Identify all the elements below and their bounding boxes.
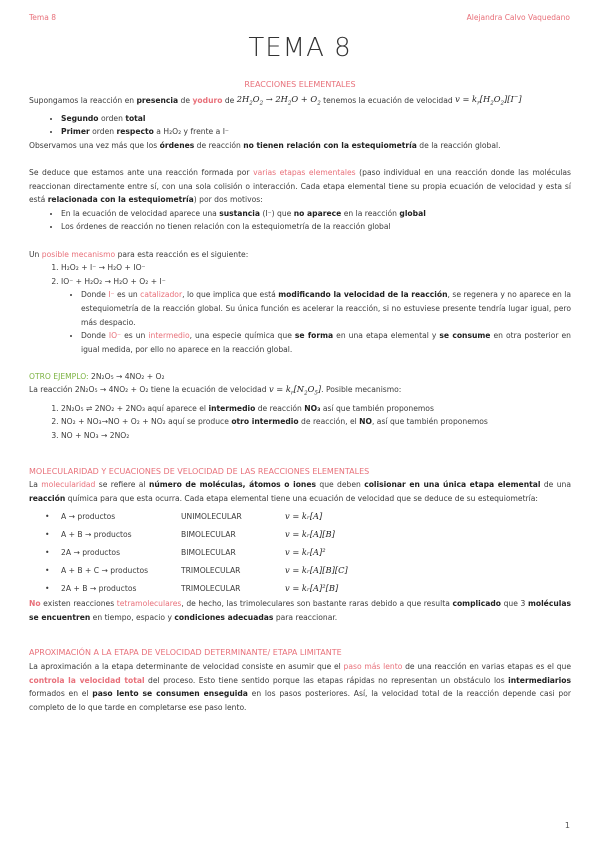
intro-paragraph: Supongamos la reacción en presencia de yoduro de $2H_2O_2 \to 2H_2O + O_2$ tenemos la ecuación de velocidad $v = k_r[H_2O_2][I^-]$ [29, 94, 522, 108]
deduction-paragraph: Se deduce que estamos ante una reacción formada por varias etapas elementales (paso individual en una reacción donde las moléculas reaccionan directamente entre sí, con una sola colisión o interacción. Cada etapa elemental tiene su propia ecuación de velocidad y esta sí está relacionada con la estequiometría) por dos motivos: [29, 167, 571, 205]
observation-paragraph: Observamos una vez más que los órdenes de reacción no tienen relación con la estequiometría de la reacción global. [29, 140, 501, 150]
n2o5-mechanism [29, 402, 571, 443]
other-example: OTRO EJEMPLO: 2N₂O₅ → 4NO₂ + O₂ [29, 371, 165, 381]
table-row: • 2A + B → productos TRIMOLECULAR v = kᵣ[A]²[B] [45, 582, 339, 593]
molecularity-table [29, 507, 571, 597]
molecularity-paragraph: La molecularidad se refiere al número de moléculas, átomos o iones que deben colisionar en una única etapa elemental de una reacción química para que esta ocurra. Cada etapa elemental tiene una ecuación de velocidad que se deduce de su estequiometría: [29, 480, 571, 503]
header-right: Alejandra Calvo Vaquedano [466, 13, 570, 22]
section-heading-reacciones: REACCIONES ELEMENTALES [244, 80, 356, 89]
page-title: TEMA 8 [248, 33, 352, 63]
mechanism-notes [61, 288, 571, 356]
document-body [29, 78, 571, 714]
tetramolecular-paragraph: No existen reacciones tetramoleculares, de hecho, las trimoleculares son bastante raras debido a que resulta complicado que 3 moléculas se encuentren en tiempo, espacio y condiciones adecuadas para reaccionar. [29, 599, 571, 622]
list-item: 1. 2N₂O₅ ⇌ 2NO₂ + 2NO₃ aquí aparece el intermedio de reacción NO₃ así que también proponemos [61, 402, 571, 416]
other-example-paragraph: La reacción 2N₂O₅ → 4NO₂ + O₂ tiene la ecuación de velocidad $v = k_r[N_2O_5]$. Posible mecanismo: [29, 384, 402, 398]
rate-determining-paragraph: La aproximación a la etapa determinante de velocidad consiste en asumir que el paso más lento de una reacción en varias etapas es el que controla la velocidad total del proceso. Esto tiene sentido porque las etapas rápidas no representan un obstáculo los intermediarios formados en el paso lento se consumen enseguida en los pasos posteriores. Así, la velocidad total de la reacción depende casi por completo de lo que tarde en completarse ese paso lento. [29, 662, 572, 712]
page-number: 1 [564, 821, 570, 830]
list-item: • Donde I⁻ es un catalizador, lo que implica que está modificando la velocidad de la reacción, se regenera y no aparece en la estequiometría de la reacción global. Su única función es acelerar la reacción, si no estuviese presente tendría lugar igual, pero más despacio. [81, 288, 571, 329]
list-item: • Primer orden respecto a H₂O₂ y frente a I⁻ [61, 125, 571, 139]
rate-equation-n2o5: $v = k_r[N_2O_5]$ [268, 384, 322, 398]
order-list [29, 112, 571, 139]
header-left: Tema 8 [29, 13, 56, 22]
section-heading-etapa-limitante: APROXIMACIÓN A LA ETAPA DE VELOCIDAD DETERMINANTE/ ETAPA LIMITANTE [29, 648, 342, 658]
mechanism-steps [29, 261, 571, 356]
list-item: 3. NO + NO₃ → 2NO₂ [61, 429, 571, 443]
list-item: 1. H₂O₂ + I⁻ → H₂O + IO⁻ [61, 261, 571, 275]
table-row: • A → productos UNIMOLECULAR v = kᵣ[A] [45, 510, 323, 521]
list-item: 2. IO⁻ + H₂O₂ → H₂O + O₂ + I⁻ • Donde I⁻ es un catalizador, lo que implica que está modificando la velocidad de la reacción, se regenera y no aparece en la estequiometría de la reacción global. Su única función es acelerar la reacción, si no estuviese presente tendría lugar igual, pero más despacio. • Donde IO⁻ es un intermedio, una especie química que se forma en una etapa elemental y se consume en otra posterior en igual medida, por ello no aparece en la reacción global. [61, 275, 571, 357]
list-item: • Los órdenes de reacción no tienen relación con la estequiometría de la reacción global [61, 220, 571, 234]
list-item: • Segundo orden total [61, 112, 571, 126]
equation-h2o2: $2H_2O_2 \to 2H_2O + O_2$ [236, 94, 321, 108]
list-item: • En la ecuación de velocidad aparece una sustancia (I⁻) que no aparece en la reacción global [61, 207, 571, 221]
list-item: • Donde IO⁻ es un intermedio, una especie química que se forma en una etapa elemental y se consume en otra posterior en igual medida, por ello no aparece en la reacción global. [81, 329, 571, 356]
mechanism-paragraph: Un posible mecanismo para esta reacción es el siguiente: [29, 249, 249, 259]
list-item: 2. NO₂ + NO₃→NO + O₂ + NO₂ aquí se produce otro intermedio de reacción, el NO, así que también proponemos [61, 415, 571, 429]
motives-list [29, 207, 571, 234]
table-row: • 2A → productos BIMOLECULAR v = kᵣ[A]² [45, 546, 326, 557]
table-row: • A + B + C → productos TRIMOLECULAR v = kᵣ[A][B][C] [45, 564, 348, 575]
table-row: • A + B → productos BIMOLECULAR v = kᵣ[A][B] [45, 528, 335, 539]
section-heading-molecularidad: MOLECULARIDAD Y ECUACIONES DE VELOCIDAD DE LAS REACCIONES ELEMENTALES [29, 466, 370, 476]
rate-equation: $v = k_r[H_2O_2][I^-]$ [455, 94, 522, 108]
